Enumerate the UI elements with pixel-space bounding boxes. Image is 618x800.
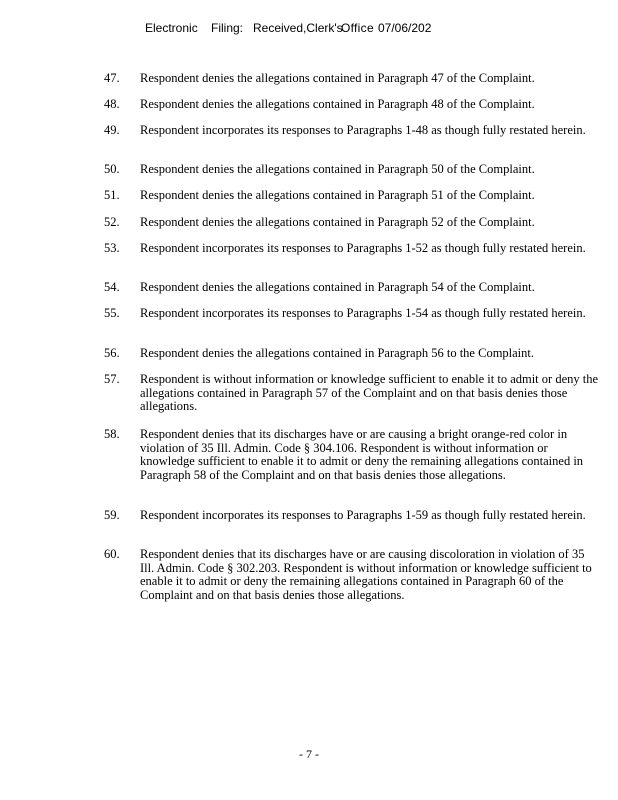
paragraph-number: 52.	[104, 215, 120, 229]
header-filing: Filing:	[211, 21, 244, 35]
paragraph-number: 51.	[104, 188, 120, 202]
paragraph-number: 55.	[104, 306, 120, 320]
paragraph-text: Respondent denies the allegations contained in Paragraph 54 of the Complaint.	[140, 280, 535, 294]
paragraph-number: 60.	[104, 547, 120, 561]
paragraph-text: Respondent denies the allegations contained in Paragraph 47 of the Complaint.	[140, 71, 535, 85]
paragraph-text: Respondent denies the allegations contained in Paragraph 51 of the Complaint.	[140, 188, 535, 202]
paragraph-text: Respondent incorporates its responses to Paragraphs 1-48 as though fully restated herein.	[140, 123, 586, 137]
header-electronic: Electronic	[145, 21, 198, 35]
paragraph-number: 47.	[104, 71, 120, 85]
header-office: Office	[341, 21, 374, 35]
paragraph-text: Respondent denies the allegations contained in Paragraph 56 to the Complaint.	[140, 346, 535, 360]
paragraph-text: Respondent denies that its discharges have or are causing discoloration in violation of 35 Ill. Admin. Code § 302.203. Respondent is without information or knowledge sufficient to enable it to admit or deny the remaining allegations contained in Paragraph 60 of the Complaint and on that basis denies those allegations.	[140, 547, 592, 602]
filing-stamp-header	[145, 21, 431, 35]
paragraph-number: 59.	[104, 508, 120, 522]
paragraph-number: 54.	[104, 280, 120, 294]
paragraph-text: Respondent is without information or knowledge sufficient to enable it to admit or deny the allegations contained in Paragraph 57 of the Complaint and on that basis denies those allegations.	[140, 372, 599, 413]
paragraph-number: 56.	[104, 346, 120, 360]
header-date: 07/06/202	[378, 21, 432, 35]
page-number: - 7 -	[299, 747, 319, 761]
paragraph-text: Respondent incorporates its responses to Paragraphs 1-59 as though fully restated herein.	[140, 508, 586, 522]
paragraph-number: 53.	[104, 241, 120, 255]
paragraph-text: Respondent denies that its discharges have or are causing a bright orange-red color in violation of 35 Ill. Admin. Code § 304.106. Respondent is without information or knowledge sufficient to enable it to admit or deny the remaining allegations contained in Paragraph 58 of the Complaint and on that basis denies those allegations.	[140, 427, 584, 482]
paragraph-text: Respondent incorporates its responses to Paragraphs 1-52 as though fully restated herein.	[140, 241, 586, 255]
paragraph-text: Respondent incorporates its responses to Paragraphs 1-54 as though fully restated herein.	[140, 306, 586, 320]
paragraph-number: 58.	[104, 427, 120, 441]
header-received-clerks: Received,Clerk's	[253, 21, 343, 35]
paragraph-number: 57.	[104, 372, 120, 386]
paragraph-number: 50.	[104, 162, 120, 176]
paragraph-text: Respondent denies the allegations contained in Paragraph 50 of the Complaint.	[140, 162, 535, 176]
paragraph-number: 49.	[104, 123, 120, 137]
paragraph-text: Respondent denies the allegations contained in Paragraph 52 of the Complaint.	[140, 215, 535, 229]
paragraph-text: Respondent denies the allegations contained in Paragraph 48 of the Complaint.	[140, 97, 535, 111]
paragraph-number: 48.	[104, 97, 120, 111]
